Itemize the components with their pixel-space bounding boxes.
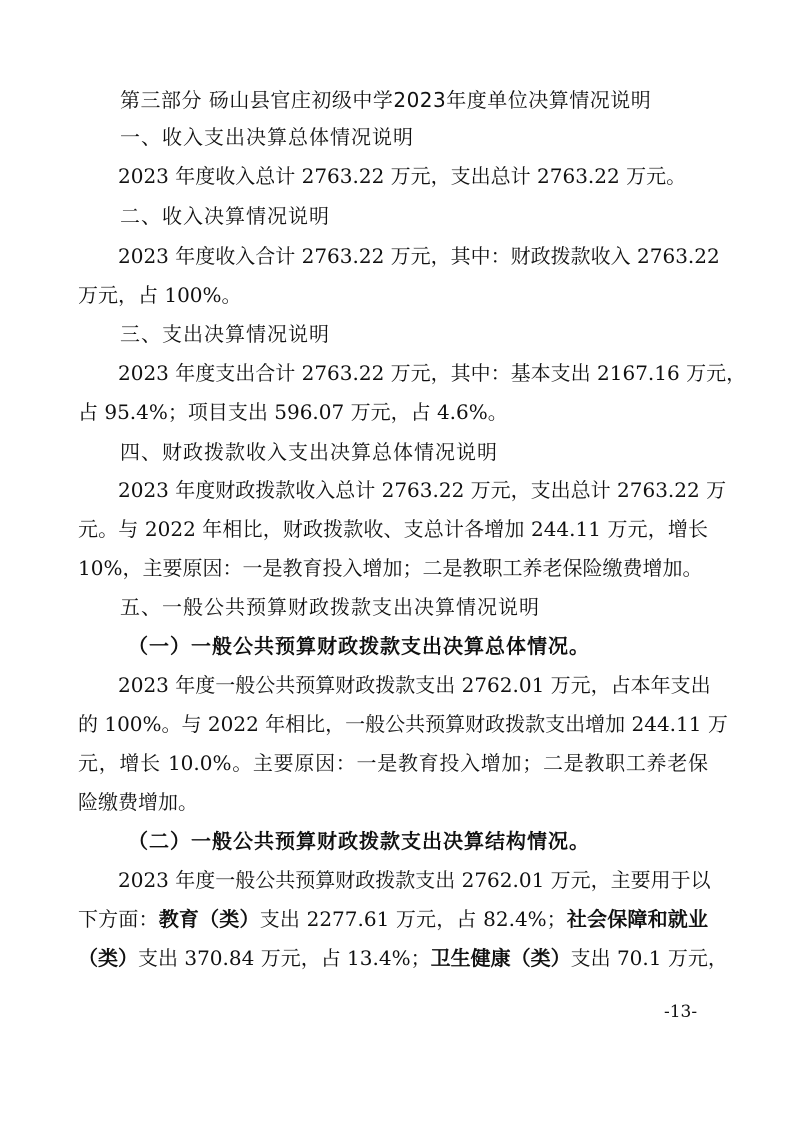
- page-number: -13-: [664, 1002, 698, 1022]
- section-3-heading: 三、支出决算情况说明: [120, 322, 330, 346]
- section-5-para-2-line-2: [78, 903, 708, 932]
- line-text: 支出 70.1 万元，: [570, 946, 728, 970]
- section-5-para-1-line-4: 险缴费增加。: [78, 790, 198, 814]
- section-1-heading: 一、收入支出决算总体情况说明: [120, 125, 414, 149]
- category-social-security: 社会保障和就业: [566, 907, 708, 931]
- section-5-para-2-line-1: 2023 年度一般公共预算财政拨款支出 2762.01 万元，主要用于以: [118, 868, 711, 892]
- category-education: 教育（类）: [158, 907, 260, 931]
- section-2-line-1: 2023 年度收入合计 2763.22 万元，其中：财政拨款收入 2763.22: [118, 244, 720, 268]
- section-4-heading: 四、财政拨款收入支出决算总体情况说明: [120, 440, 498, 464]
- section-5-para-1-line-3: 元，增长 10.0%。主要原因：一是教育投入增加；二是教职工养老保: [78, 751, 708, 775]
- section-5-heading: 五、一般公共预算财政拨款支出决算情况说明: [120, 595, 540, 619]
- section-4-line-1: 2023 年度财政拨款收入总计 2763.22 万元，支出总计 2763.22 万: [118, 478, 727, 502]
- line-text: 支出 2277.61 万元，占 82.4%；: [259, 907, 567, 931]
- section-5-para-2-line-3: [78, 942, 728, 971]
- category-health: 卫生健康（类）: [430, 946, 571, 970]
- section-5-subheading-2: （二）一般公共预算财政拨款支出决算结构情况。: [128, 829, 590, 853]
- section-4-line-2: 元。与 2022 年相比，财政拨款收、支总计各增加 244.11 万元，增长: [78, 517, 708, 541]
- section-4-line-3: 10%，主要原因：一是教育投入增加；二是教职工养老保险缴费增加。: [78, 556, 703, 580]
- section-1-text: 2023 年度收入总计 2763.22 万元，支出总计 2763.22 万元。: [118, 164, 687, 188]
- section-5-para-1-line-1: 2023 年度一般公共预算财政拨款支出 2762.01 万元，占本年支出: [118, 673, 711, 697]
- section-3-line-2: 占 95.4%；项目支出 596.07 万元，占 4.6%。: [78, 400, 508, 424]
- section-2-heading: 二、收入决算情况说明: [120, 204, 330, 228]
- section-5-para-1-line-2: 的 100%。与 2022 年相比，一般公共预算财政拨款支出增加 244.11 万: [78, 712, 728, 736]
- section-3-line-1: 2023 年度支出合计 2763.22 万元，其中：基本支出 2167.16 万元，: [118, 361, 747, 385]
- line-text: 支出 370.84 万元，占 13.4%；: [138, 946, 431, 970]
- section-2-line-2: 万元，占 100%。: [78, 283, 242, 307]
- line-text: 下方面：: [78, 907, 159, 931]
- category-social-security-suffix: （类）: [78, 946, 138, 970]
- page-title: 第三部分 砀山县官庄初级中学2023年度单位决算情况说明: [120, 88, 652, 112]
- section-5-subheading-1: （一）一般公共预算财政拨款支出决算总体情况。: [128, 634, 590, 658]
